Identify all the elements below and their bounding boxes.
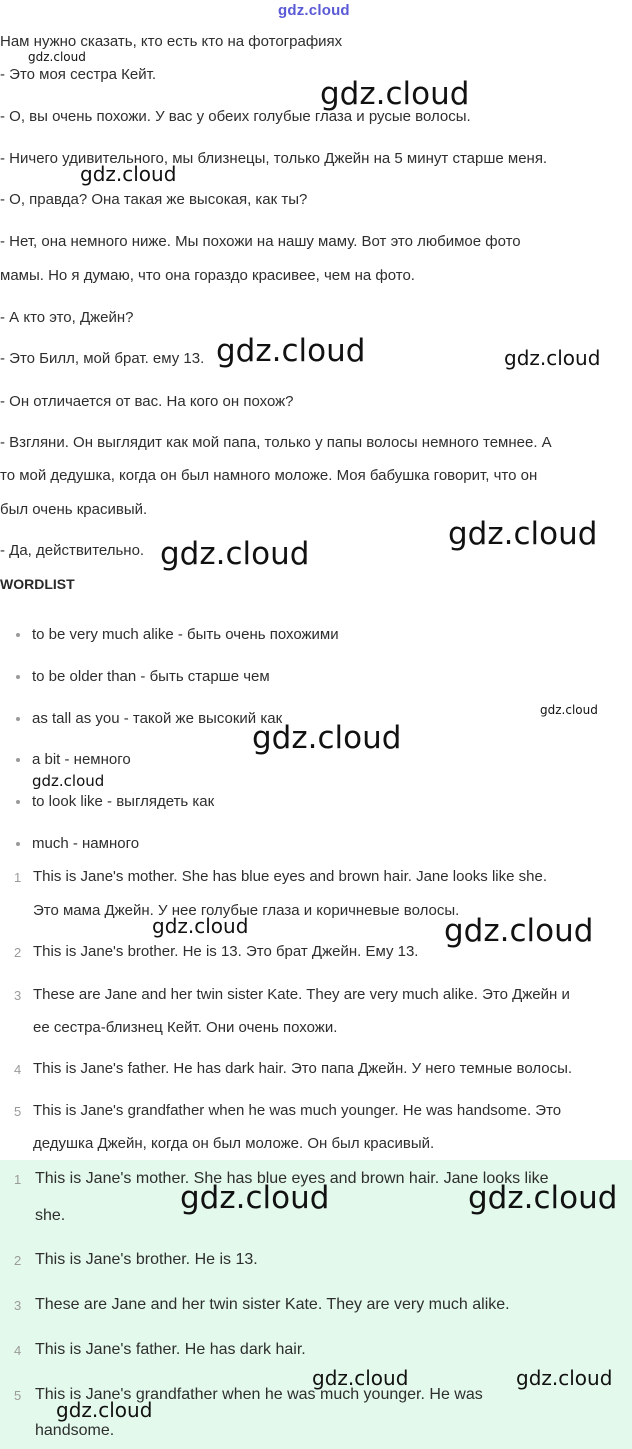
answer-line: These are Jane and her twin sister Kate. They are very much alike. <box>35 1296 510 1313</box>
dialogue-line: - Да, действительно. <box>0 542 145 559</box>
item-number: 3 <box>14 988 22 1003</box>
numbered-line: ее сестра-близнец Кейт. Они очень похожи. <box>33 1019 338 1036</box>
wordlist-title: WORDLIST <box>0 576 75 592</box>
dialogue-line: - Нет, она немного ниже. Мы похожи на нашу маму. Вот это любимое фото <box>0 233 521 250</box>
bullet-icon <box>16 800 20 804</box>
answer-number: 1 <box>14 1172 22 1187</box>
item-number: 2 <box>14 945 22 960</box>
numbered-line: This is Jane's brother. He is 13. Это брат Джейн. Ему 13. <box>33 943 419 960</box>
answer-number: 4 <box>14 1343 22 1358</box>
wordlist-item: to be older than - быть старше чем <box>16 668 270 685</box>
watermark: gdz.cloud <box>252 720 402 756</box>
watermark: gdz.cloud <box>540 703 598 717</box>
wordlist-item: as tall as you - такой же высокий как <box>16 710 282 727</box>
dialogue-line: - Ничего удивительного, мы близнецы, только Джейн на 5 минут старше меня. <box>0 150 548 167</box>
dialogue-line: - О, правда? Она такая же высокая, как ты? <box>0 191 308 208</box>
watermark: gdz.cloud <box>180 1180 330 1216</box>
dialogue-line: был очень красивый. <box>0 501 148 518</box>
answer-line: This is Jane's mother. She has blue eyes and brown hair. Jane looks like <box>35 1170 549 1187</box>
bullet-icon <box>16 758 20 762</box>
numbered-line: дедушка Джейн, когда он был моложе. Он был красивый. <box>33 1135 435 1152</box>
watermark: gdz.cloud <box>28 50 86 64</box>
answer-line: she. <box>35 1207 66 1224</box>
watermark: gdz.cloud <box>516 1366 613 1390</box>
watermark: gdz.cloud <box>444 913 594 949</box>
answer-number: 5 <box>14 1388 22 1403</box>
numbered-line: Это мама Джейн. У нее голубые глаза и коричневые волосы. <box>33 902 460 919</box>
wordlist-item: a bit - немного <box>16 751 131 768</box>
header-logo: gdz.cloud <box>278 2 350 19</box>
wordlist-item: to look like - выглядеть как <box>16 793 214 810</box>
dialogue-line: - Это моя сестра Кейт. <box>0 66 156 83</box>
answer-line: handsome. <box>35 1422 115 1439</box>
dialogue-line: - О, вы очень похожи. У вас у обеих голубые глаза и русые волосы. <box>0 108 471 125</box>
bullet-icon <box>16 633 20 637</box>
numbered-line: This is Jane's mother. She has blue eyes and brown hair. Jane looks like she. <box>33 868 547 885</box>
dialogue-line: Нам нужно сказать, кто есть кто на фотографиях <box>0 33 343 50</box>
watermark: gdz.cloud <box>216 333 366 369</box>
numbered-line: This is Jane's father. He has dark hair. Это папа Джейн. У него темные волосы. <box>33 1060 573 1077</box>
wordlist-item: to be very much alike - быть очень похожими <box>16 626 339 643</box>
dialogue-line: то мой дедушка, когда он был намного моложе. Моя бабушка говорит, что он <box>0 467 538 484</box>
bullet-icon <box>16 842 20 846</box>
numbered-line: These are Jane and her twin sister Kate. They are very much alike. Это Джейн и <box>33 986 570 1003</box>
answer-number: 2 <box>14 1253 22 1268</box>
dialogue-line: - А кто это, Джейн? <box>0 309 134 326</box>
answer-line: This is Jane's father. He has dark hair. <box>35 1341 306 1358</box>
watermark: gdz.cloud <box>448 516 598 552</box>
dialogue-line: - Он отличается от вас. На кого он похож? <box>0 393 294 410</box>
watermark: gdz.cloud <box>160 536 310 572</box>
wordlist-item: much - намного <box>16 835 139 852</box>
answer-line: This is Jane's grandfather when he was much younger. He was <box>35 1386 483 1403</box>
watermark: gdz.cloud <box>80 162 177 186</box>
watermark: gdz.cloud <box>152 914 249 938</box>
watermark: gdz.cloud <box>56 1398 153 1422</box>
dialogue-line: - Взгляни. Он выглядит как мой папа, только у папы волосы немного темнее. А <box>0 434 552 451</box>
watermark: gdz.cloud <box>320 76 470 112</box>
bullet-icon <box>16 717 20 721</box>
numbered-line: This is Jane's grandfather when he was much younger. He was handsome. Это <box>33 1102 562 1119</box>
watermark: gdz.cloud <box>468 1180 618 1216</box>
item-number: 5 <box>14 1104 22 1119</box>
bullet-icon <box>16 675 20 679</box>
answer-number: 3 <box>14 1298 22 1313</box>
watermark: gdz.cloud <box>312 1366 409 1390</box>
item-number: 1 <box>14 870 22 885</box>
watermark: gdz.cloud <box>32 772 105 790</box>
dialogue-line: - Это Билл, мой брат. ему 13. <box>0 350 205 367</box>
answer-line: This is Jane's brother. He is 13. <box>35 1251 258 1268</box>
item-number: 4 <box>14 1062 22 1077</box>
dialogue-line: мамы. Но я думаю, что она гораздо красивее, чем на фото. <box>0 267 415 284</box>
watermark: gdz.cloud <box>504 346 601 370</box>
